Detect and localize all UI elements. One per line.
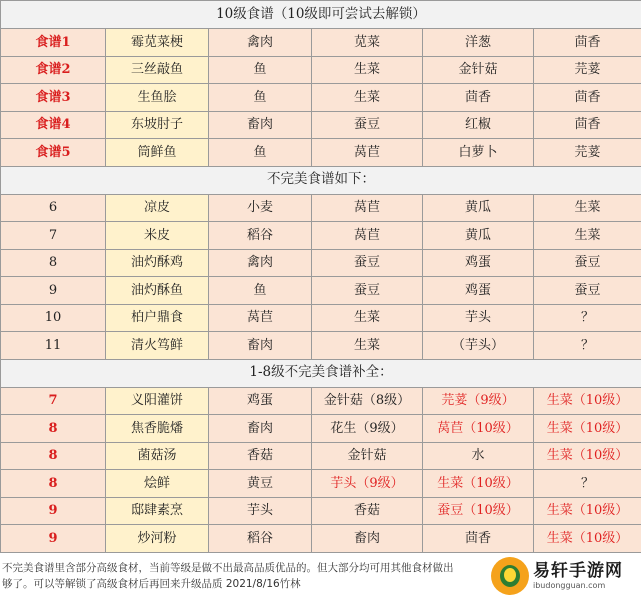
recipe-row — [1, 525, 641, 553]
recipe-id: 8 — [1, 249, 106, 277]
ingredient-cell: 生菜 — [534, 194, 641, 222]
ingredient-cell: 鱼 — [209, 277, 312, 305]
ingredient-cell: 莴苣（10级） — [423, 415, 534, 443]
dish-name: 凉皮 — [106, 194, 209, 222]
dish-name: 义阳灌饼 — [106, 387, 209, 415]
site-domain: ibudongguan.com — [533, 581, 606, 590]
ingredient-cell: 金针菇 — [312, 442, 423, 470]
ingredient-cell: 芫荽（9级） — [423, 387, 534, 415]
ingredient-cell: 生菜（10级） — [534, 442, 641, 470]
ingredient-cell: 芫荽 — [534, 56, 641, 84]
dish-name: 炒河粉 — [106, 525, 209, 553]
ingredient-cell: 鸡蛋 — [209, 387, 312, 415]
ingredient-cell: 金针菇 — [423, 56, 534, 84]
recipe-row — [1, 497, 641, 525]
table-title — [1, 1, 641, 29]
recipe-row — [1, 249, 641, 277]
imperfect-section-header — [1, 166, 641, 194]
ingredient-cell: 芋头 — [423, 304, 534, 332]
ingredient-cell: 生菜（10级） — [534, 387, 641, 415]
recipe-level: 9 — [1, 497, 106, 525]
ingredient-cell: 芫荽 — [534, 139, 641, 167]
ingredient-cell: 茴香 — [534, 84, 641, 112]
recipe-id: 食谱4 — [1, 111, 106, 139]
ingredient-cell: 鱼 — [209, 139, 312, 167]
ingredient-cell: 鱼 — [209, 84, 312, 112]
footnote-line-2: 够了。可以等解锁了高级食材后再回来升级品质 2021/8/16竹林 — [2, 578, 301, 590]
ingredient-cell: 蚕豆 — [312, 277, 423, 305]
dish-name: 筒鲜鱼 — [106, 139, 209, 167]
recipe-id: 6 — [1, 194, 106, 222]
footnote — [2, 560, 492, 592]
ingredient-cell: 畜肉 — [209, 332, 312, 360]
recipe-row — [1, 415, 641, 443]
dish-name: 油灼酥鱼 — [106, 277, 209, 305]
ingredient-cell: ？ — [534, 304, 641, 332]
ingredient-cell: 茴香 — [534, 29, 641, 57]
ingredient-cell: 稻谷 — [209, 222, 312, 250]
footnote-line-1: 不完美食谱里含部分高级食材，当前等级是做不出最高品质优品的。但大部分均可用其他食材做出 — [2, 562, 454, 574]
recipe-id: 食谱3 — [1, 84, 106, 112]
supplement-section-header — [1, 359, 641, 387]
recipe-level: 8 — [1, 470, 106, 498]
ingredient-cell: 蚕豆 — [534, 249, 641, 277]
ingredient-cell: 莴苣 — [312, 194, 423, 222]
recipe-level: 9 — [1, 525, 106, 553]
site-logo-icon — [491, 557, 529, 595]
recipe-level: 8 — [1, 415, 106, 443]
recipe-row — [1, 194, 641, 222]
table-title-text: 10级食谱（10级即可尝试去解锁） — [1, 1, 641, 29]
dish-name: 油灼酥鸡 — [106, 249, 209, 277]
ingredient-cell: 黄豆 — [209, 470, 312, 498]
ingredient-cell: 茴香 — [423, 84, 534, 112]
recipe-row — [1, 139, 641, 167]
recipe-level: 8 — [1, 442, 106, 470]
dish-name: 焦香脆燔 — [106, 415, 209, 443]
dish-name: 清火笃鲜 — [106, 332, 209, 360]
ingredient-cell: 茴香 — [534, 111, 641, 139]
recipe-id: 7 — [1, 222, 106, 250]
ingredient-cell: 鱼 — [209, 56, 312, 84]
dish-name: 东坡肘子 — [106, 111, 209, 139]
ingredient-cell: 白萝卜 — [423, 139, 534, 167]
ingredient-cell: ？ — [534, 332, 641, 360]
ingredient-cell: 生菜 — [312, 332, 423, 360]
ingredient-cell: 鸡蛋 — [423, 277, 534, 305]
ingredient-cell: 苋菜 — [312, 29, 423, 57]
ingredient-cell: 生菜 — [534, 222, 641, 250]
ingredient-cell: 芋头 — [209, 497, 312, 525]
recipe-row — [1, 387, 641, 415]
ingredient-cell: 蚕豆 — [312, 111, 423, 139]
recipe-row — [1, 277, 641, 305]
recipe-row — [1, 304, 641, 332]
recipe-row — [1, 84, 641, 112]
ingredient-cell: 畜肉 — [209, 111, 312, 139]
supplement-section-header-text: 1-8级不完美食谱补全： — [1, 359, 641, 387]
ingredient-cell: 禽肉 — [209, 29, 312, 57]
dish-name: 柏户鼎食 — [106, 304, 209, 332]
ingredient-cell: 莴苣 — [312, 222, 423, 250]
recipe-row — [1, 29, 641, 57]
ingredient-cell: 水 — [423, 442, 534, 470]
ingredient-cell: 生菜（10级） — [534, 497, 641, 525]
site-name: 易轩手游网 — [533, 561, 623, 581]
ingredient-cell: 花生（9级） — [312, 415, 423, 443]
recipe-row — [1, 442, 641, 470]
ingredient-cell: 洋葱 — [423, 29, 534, 57]
ingredient-cell: 生菜 — [312, 56, 423, 84]
recipe-id: 10 — [1, 304, 106, 332]
ingredient-cell: 蚕豆（10级） — [423, 497, 534, 525]
ingredient-cell: 黄瓜 — [423, 222, 534, 250]
ingredient-cell: 蚕豆 — [312, 249, 423, 277]
recipe-row — [1, 332, 641, 360]
ingredient-cell: 黄瓜 — [423, 194, 534, 222]
site-watermark — [491, 556, 637, 596]
ingredient-cell: （芋头） — [423, 332, 534, 360]
ingredient-cell: ？ — [534, 470, 641, 498]
dish-name: 烩鲜 — [106, 470, 209, 498]
dish-name: 邸肆素烹 — [106, 497, 209, 525]
ingredient-cell: 芋头（9级） — [312, 470, 423, 498]
ingredient-cell: 香菇 — [312, 497, 423, 525]
ingredient-cell: 鸡蛋 — [423, 249, 534, 277]
recipe-id: 食谱2 — [1, 56, 106, 84]
dish-name: 生鱼脍 — [106, 84, 209, 112]
imperfect-section-header-text: 不完美食谱如下： — [1, 166, 641, 194]
recipe-level: 7 — [1, 387, 106, 415]
recipe-row — [1, 470, 641, 498]
recipe-id: 9 — [1, 277, 106, 305]
ingredient-cell: 畜肉 — [312, 525, 423, 553]
ingredient-cell: 稻谷 — [209, 525, 312, 553]
recipe-row — [1, 111, 641, 139]
ingredient-cell: 香菇 — [209, 442, 312, 470]
ingredient-cell: 莴苣 — [209, 304, 312, 332]
ingredient-cell: 禽肉 — [209, 249, 312, 277]
dish-name: 米皮 — [106, 222, 209, 250]
recipe-id: 食谱1 — [1, 29, 106, 57]
ingredient-cell: 蚕豆 — [534, 277, 641, 305]
ingredient-cell: 生菜（10级） — [534, 525, 641, 553]
ingredient-cell: 畜肉 — [209, 415, 312, 443]
dish-name: 三丝敲鱼 — [106, 56, 209, 84]
ingredient-cell: 小麦 — [209, 194, 312, 222]
recipe-row — [1, 222, 641, 250]
ingredient-cell: 红椒 — [423, 111, 534, 139]
ingredient-cell: 生菜 — [312, 304, 423, 332]
recipe-row — [1, 56, 641, 84]
dish-name: 霉苋菜梗 — [106, 29, 209, 57]
ingredient-cell: 生菜（10级） — [423, 470, 534, 498]
recipe-id: 食谱5 — [1, 139, 106, 167]
recipe-id: 11 — [1, 332, 106, 360]
ingredient-cell: 莴苣 — [312, 139, 423, 167]
ingredient-cell: 生菜 — [312, 84, 423, 112]
ingredient-cell: 茴香 — [423, 525, 534, 553]
dish-name: 菌菇汤 — [106, 442, 209, 470]
ingredient-cell: 生菜（10级） — [534, 415, 641, 443]
ingredient-cell: 金针菇（8级） — [312, 387, 423, 415]
